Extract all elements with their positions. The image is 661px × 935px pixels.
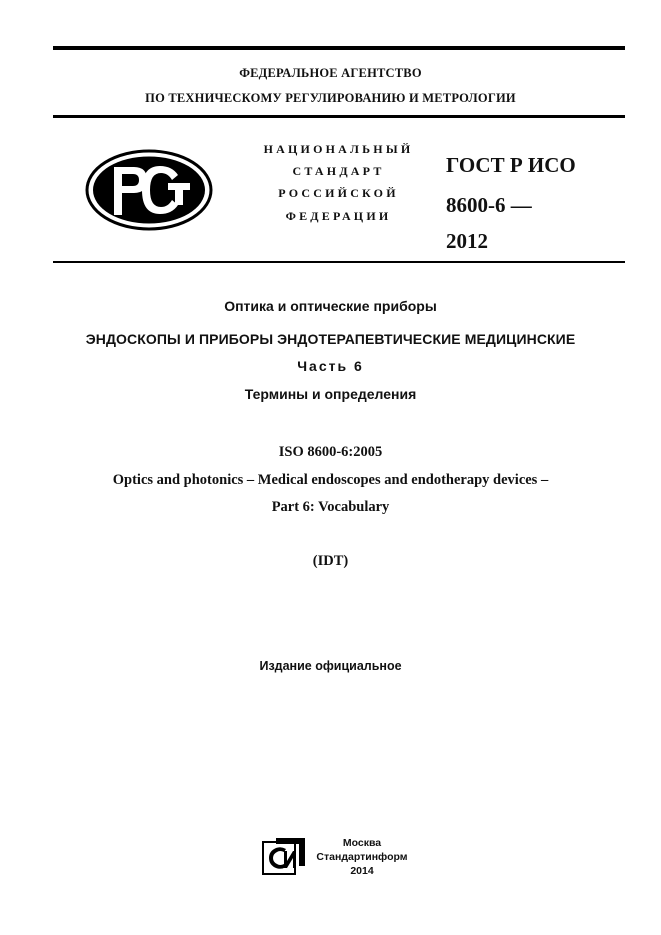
title-subtitle: Термины и определения <box>244 386 417 402</box>
top-rule-thick <box>53 46 625 50</box>
publisher-name: Стандартинформ <box>316 851 408 863</box>
edition-label: Издание официальное <box>259 659 402 673</box>
iso-reference: ISO 8600-6:2005 <box>278 444 383 460</box>
publisher-year: 2014 <box>350 865 374 877</box>
standard-code-line-2: 8600-6 — <box>446 193 532 217</box>
agency-line-2: ПО ТЕХНИЧЕСКОМУ РЕГУЛИРОВАНИЮ И МЕТРОЛОГИИ <box>145 91 516 105</box>
title-main: ЭНДОСКОПЫ И ПРИБОРЫ ЭНДОТЕРАПЕВТИЧЕСКИЕ МЕДИЦИНСКИЕ <box>85 331 576 347</box>
national-standard-line-4: ФЕДЕРАЦИИ <box>285 209 392 223</box>
national-standard-line-2: СТАНДАРТ <box>292 164 385 178</box>
rst-logo <box>84 149 214 231</box>
agency-line-1: ФЕДЕРАЛЬНОЕ АГЕНТСТВО <box>239 66 422 80</box>
publisher-city: Москва <box>342 837 382 849</box>
english-title-line-1: Optics and photonics – Medical endoscopes and endotherapy devices – <box>112 472 549 488</box>
national-standard-line-3: РОССИЙСКОЙ <box>278 186 399 200</box>
publisher-logo <box>262 836 306 876</box>
idt-marker: (IDT) <box>312 553 349 569</box>
title-part: Часть 6 <box>297 358 364 374</box>
title-subject: Оптика и оптические приборы <box>224 298 437 314</box>
national-standard-line-1: НАЦИОНАЛЬНЫЙ <box>263 142 414 156</box>
header-bottom-rule <box>53 261 625 263</box>
standard-code-line-3: 2012 <box>446 229 488 253</box>
agency-bottom-rule <box>53 115 625 118</box>
standard-code-line-1: ГОСТ Р ИСО <box>446 153 576 177</box>
publisher-logo-icon <box>262 836 306 876</box>
rst-logo-icon <box>84 149 214 231</box>
english-title-line-2: Part 6: Vocabulary <box>271 499 390 515</box>
